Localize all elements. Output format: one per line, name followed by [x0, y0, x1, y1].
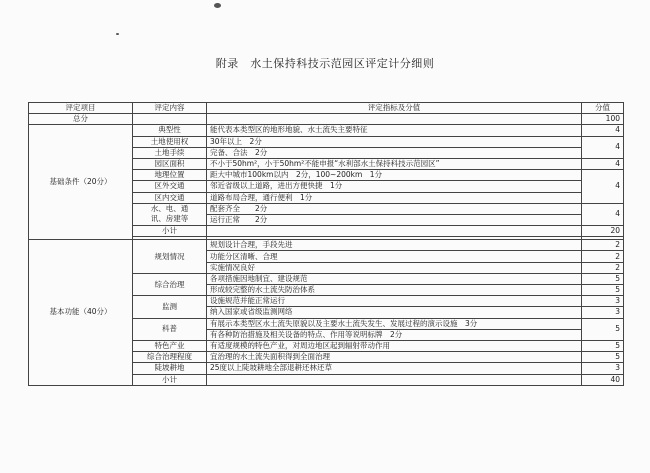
- score-cell: 5: [582, 285, 624, 296]
- criteria-cell: 功能分区清晰、合理: [207, 251, 582, 262]
- content-line: 讯、房建等: [150, 214, 189, 224]
- content-line: 水、电、通: [150, 204, 189, 214]
- content-cell: 土地手续: [133, 147, 207, 158]
- criteria-cell: 30年以上 2分: [207, 136, 582, 147]
- section-name: 基础条件（20分）: [29, 125, 133, 240]
- score-cell: 3: [582, 363, 624, 374]
- scan-speck: [116, 33, 119, 35]
- total-row: [29, 114, 624, 125]
- criteria-cell: 运行正常 2分: [207, 214, 582, 225]
- content-cell: 区内交通: [133, 192, 207, 203]
- criteria-cell: 25度以上陡坡耕地全部退耕还林还草: [207, 363, 582, 374]
- criteria-cell: 完备、合法 2分: [207, 147, 582, 158]
- criteria-cell: 有展示本类型区水土流失原貌以及主要水土流失发生、发展过程的演示设施 3分: [207, 318, 582, 329]
- criteria-cell: 有各种防治措施及相关设备的特点、作用等说明标牌 2分: [207, 329, 582, 340]
- header-row: [29, 103, 624, 114]
- score-cell: 2: [582, 240, 624, 251]
- scoring-table: [28, 102, 624, 386]
- criteria-cell: 宜治理的水土流失面积得到全面治理: [207, 352, 582, 363]
- criteria-cell: 邻近省级以上道路，进出方便快捷 1分: [207, 181, 582, 192]
- page-title: 附录 水土保持科技示范园区评定计分细则: [215, 57, 435, 70]
- criteria-cell: 有适度规模的特色产业，对周边地区起到辐射带动作用: [207, 340, 582, 351]
- content-cell: 区外交通: [133, 181, 207, 192]
- content-cell: 陡坡耕地: [133, 363, 207, 374]
- header-content: 评定内容: [133, 103, 207, 114]
- score-cell: 3: [582, 307, 624, 318]
- score-cell: 5: [582, 273, 624, 284]
- total-label: 总分: [29, 114, 133, 125]
- content-cell: 地理位置: [133, 170, 207, 181]
- score-cell: 4: [582, 158, 624, 169]
- table-row: [29, 125, 624, 136]
- content-cell: 监测: [133, 296, 207, 318]
- content-cell: 典型性: [133, 125, 207, 136]
- score-cell: 4: [582, 170, 624, 204]
- criteria-cell: 设施规范并能正常运行: [207, 296, 582, 307]
- content-cell: [133, 203, 207, 225]
- header-criteria: 评定指标及分值: [207, 103, 582, 114]
- subtotal-label: 小计: [133, 374, 207, 385]
- criteria-cell: 纳入国家或省级监测网络: [207, 307, 582, 318]
- criteria-cell: 能代表本类型区的地形地貌、水土流失主要特征: [207, 125, 582, 136]
- table-row: [29, 240, 624, 251]
- header-item: 评定项目: [29, 103, 133, 114]
- criteria-cell: 实施情况良好: [207, 262, 582, 273]
- subtotal-score: 20: [582, 226, 624, 237]
- subtotal-label: 小计: [133, 226, 207, 237]
- score-cell: 4: [582, 136, 624, 158]
- score-cell: 2: [582, 251, 624, 262]
- content-cell: 综合治理: [133, 273, 207, 295]
- score-cell: 5: [582, 340, 624, 351]
- criteria-cell: 距大中城市100km以内 2分，100~200km 1分: [207, 170, 582, 181]
- content-cell: 综合治理程度: [133, 352, 207, 363]
- criteria-cell: 道路布局合理，通行便利 1分: [207, 192, 582, 203]
- score-cell: 3: [582, 296, 624, 307]
- content-cell: 园区面积: [133, 158, 207, 169]
- header-score: 分值: [582, 103, 624, 114]
- content-cell: 科普: [133, 318, 207, 340]
- criteria-cell: 不小于50hm²，小于50hm²不能申报“水利部水土保持科技示范园区”: [207, 158, 582, 169]
- criteria-cell: 形成较完整的水土流失防治体系: [207, 285, 582, 296]
- criteria-cell: 配套齐全 2分: [207, 203, 582, 214]
- content-cell: 特色产业: [133, 340, 207, 351]
- score-cell: 4: [582, 203, 624, 225]
- section-name: 基本功能（40分）: [29, 240, 133, 385]
- score-cell: 5: [582, 318, 624, 340]
- content-cell: 规划情况: [133, 240, 207, 274]
- score-cell: 2: [582, 262, 624, 273]
- content-cell: 土地使用权: [133, 136, 207, 147]
- subtotal-score: 40: [582, 374, 624, 385]
- criteria-cell: 各项措施因地制宜、建设规范: [207, 273, 582, 284]
- total-score: 100: [582, 114, 624, 125]
- score-cell: 5: [582, 352, 624, 363]
- criteria-cell: 规划设计合理，手段先进: [207, 240, 582, 251]
- score-cell: 4: [582, 125, 624, 136]
- scan-speck: [214, 3, 221, 8]
